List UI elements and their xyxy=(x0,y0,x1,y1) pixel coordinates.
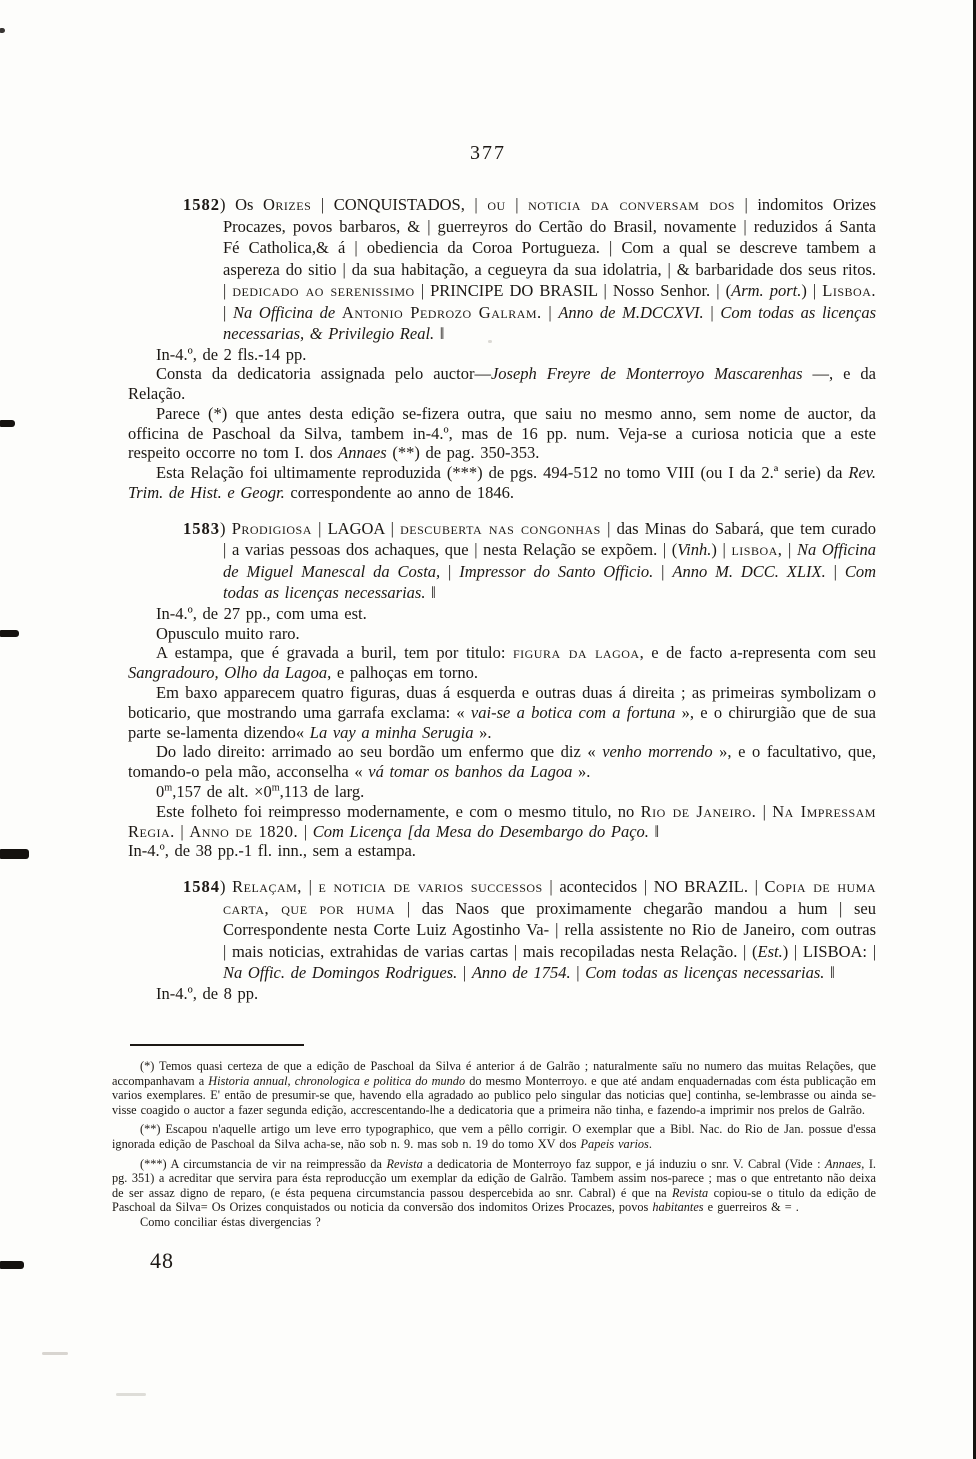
text-run: , e palhoças em torno. xyxy=(327,663,478,683)
text-run: vá tomar os banhos da Lagoa xyxy=(368,762,573,782)
paragraph-este-folheto xyxy=(128,802,876,842)
text-run: m xyxy=(271,782,280,794)
text-run: | xyxy=(756,801,773,821)
text-run: Arm. port. xyxy=(731,281,802,300)
text-run: Est. xyxy=(757,941,783,961)
text-run: Anno de 1820. xyxy=(189,821,299,841)
text-run: | das Naos que proximamente chegarão mandou a hum | seu Correspondente nesta Corte Luiz Agostinho Va- | rella assistente no Rio de Janeiro, com outras | mais noticias, extrahidas de varias cartas | mais recopiladas nesta Relação. | ( xyxy=(223,898,876,961)
text-run: , e de facto a-representa com seu xyxy=(639,643,877,663)
text-run: m xyxy=(164,782,173,794)
ink-mark xyxy=(0,420,15,427)
text-run: ou xyxy=(487,195,506,214)
text-run: ) Os xyxy=(220,195,263,214)
text-run: Parece (*) que antes desta edição se-fizera outra, que saiu no mesmo anno, sem nome de auctor, da officina de Paschoal da Silva, tambem in-4.º, mas de 16 pp. num. Veja-se a curiosa noticia que a este respeito occorre no tom I. dos xyxy=(128,403,876,463)
text-run: Relaçam, xyxy=(232,877,302,897)
entry-1584 xyxy=(128,876,876,1003)
text-run: venho morrendo xyxy=(602,742,713,762)
text-run: Impressor do Santo Officio. xyxy=(459,561,654,581)
text-run: copiou-se o titulo da edição de Paschoal da Silva= Os Orizes conquistados ou noticia da conversão dos indomitos Orizes Procazes, povos xyxy=(112,1185,876,1215)
text-run: In-4.º, de 38 pp.-1 fl. inn., sem a estampa. xyxy=(128,841,416,861)
text-run: | xyxy=(298,821,313,841)
text-run: ». xyxy=(572,762,591,782)
text-run: correspondente ao anno de 1846. xyxy=(284,483,515,503)
text-run: Sangradouro, Olho da Lagoa xyxy=(128,663,328,683)
entry-1582-collation xyxy=(128,345,876,365)
text-run: e noticia de varios successos xyxy=(318,877,543,897)
text-run: Anno M. DCC. XLIX. xyxy=(672,561,826,581)
text-run: Como conciliar éstas divergencias ? xyxy=(140,1214,321,1229)
text-run: Com todas as licenças necessarias. xyxy=(223,561,876,603)
text-run: Prodigiosa xyxy=(231,518,312,538)
text-run: Revista xyxy=(386,1156,423,1171)
text-run: ‖ xyxy=(648,821,660,841)
ink-mark xyxy=(0,849,29,859)
signature-mark: 48 xyxy=(150,1247,174,1273)
text-run: Com Licença [da Mesa do Desembargo do Paço. xyxy=(312,821,649,841)
text-run: | xyxy=(457,963,472,983)
text-run: ) | xyxy=(801,281,823,300)
text-run: Em baxo apparecem quatro figuras, duas á esquerda e outras duas á direita ; as primeiras symbolizam o boticario, que mostrando uma garrafa exclama: « xyxy=(128,683,876,722)
text-run: | LAGOA | xyxy=(311,518,401,538)
text-run: Do lado direito: arrimado ao seu bordão um enfermo que diz « xyxy=(156,742,603,762)
text-run: Esta Relação foi ultimamente reproduzida (***) de pgs. 494-512 no tomo VIII (ou I da 2.ª serie) da xyxy=(156,463,849,483)
paragraph-folheto-collation xyxy=(128,841,876,861)
text-run: In-4.º, de 8 pp. xyxy=(156,983,259,1003)
footnote-1 xyxy=(112,1059,876,1117)
text-run: ,113 de larg. xyxy=(279,782,365,802)
text-run: dedicado ao serenissimo xyxy=(232,281,415,300)
text-run: | xyxy=(440,561,460,581)
text-run: Na Officina de xyxy=(232,302,342,322)
text-run: —, e da Relação. xyxy=(128,364,876,404)
text-run: Na Officina de Miguel Manescal da Costa, xyxy=(223,540,876,581)
paragraph-consta xyxy=(128,364,876,404)
text-run: ) | xyxy=(711,540,732,560)
text-run: noticia da conversam dos xyxy=(528,195,735,214)
text-run: Annaes xyxy=(338,443,387,463)
entry-1584-collation xyxy=(128,984,876,1004)
text-run: », e o chirurgião que de sua parte se-lamenta dizendo« xyxy=(128,702,876,742)
text-run: (*) Temos quasi certeza de que a edição de Paschoal da Silva é anterior á de Galrão ; naturalmente saïu no numero das muitas Relações, que accompanhavam a xyxy=(112,1059,876,1088)
paragraph-do-lado xyxy=(128,742,876,782)
footnote-3 xyxy=(112,1157,876,1215)
text-run: figura da lagoa xyxy=(512,643,640,663)
text-run: | xyxy=(541,302,559,322)
entry-1583-collation xyxy=(128,604,876,624)
text-run: | xyxy=(782,540,797,560)
text-run: Opusculo muito raro. xyxy=(156,623,300,643)
text-run: Revista xyxy=(672,1185,709,1200)
text-run: Papeis varios xyxy=(580,1136,649,1151)
text-run: | PRINCIPE DO BRASIL | Nosso Senhor. | ( xyxy=(414,281,732,300)
text-run: | xyxy=(223,302,233,322)
text-run: . xyxy=(648,1136,652,1151)
text-run: Lisboa. xyxy=(822,281,876,300)
text-block xyxy=(128,194,876,1004)
footnote-2 xyxy=(112,1122,876,1151)
paragraph-parece xyxy=(128,404,876,463)
text-run: (***) A circumstancia de vir na reimpressão da xyxy=(140,1156,387,1171)
entry-1583 xyxy=(128,518,876,861)
text-run: | xyxy=(505,195,529,214)
text-run: | xyxy=(174,821,190,841)
text-run: Com todas as licenças necessarias. xyxy=(585,963,825,983)
text-run: Historia annual, chronologica e politica do mundo xyxy=(208,1073,466,1088)
text-run: | xyxy=(301,877,319,897)
text-run: Na Offic. de Domingos Rodrigues. xyxy=(223,963,458,983)
text-run: a dedicatoria de Monterroyo faz suppor, e já induziu o snr. V. Cabral (Vide : xyxy=(422,1156,826,1171)
text-run: Joseph Freyre de Monterroyo Mascarenhas xyxy=(490,364,803,384)
text-run: In-4.º, de 2 fls.-14 pp. xyxy=(156,344,307,364)
text-run: Vinh. xyxy=(677,540,712,560)
text-run: ) xyxy=(220,877,233,897)
text-run: In-4.º, de 27 pp., com uma est. xyxy=(156,603,367,623)
text-run: do mesmo Monterroyo. e que até andam enquadernadas com ésta publicação em varios exemplares. E' então de presumir-se que, havendo ella agradado ao publico pelo singular das noticias que] continha, se-lembrasse ou ainda se-visse coagido o auctor a fazer segunda edição, accrescentando-lhe a dedicatoria que a primeira não tinha, e fazendo-a imprimir nos prelos de Galrão. xyxy=(112,1073,876,1117)
text-run: Copia de huma carta, que por huma xyxy=(223,877,876,918)
text-run: Rio de Janeiro. xyxy=(640,801,757,821)
text-run: Anno de 1754. xyxy=(471,963,571,983)
entry-1582-title xyxy=(128,194,876,345)
text-run: vai-se a botica com a fortuna xyxy=(470,702,676,722)
text-run: (**) Escapou n'aquelle artigo um leve erro typographico, que vem a pêllo corrigir. O exemplar que a Bibl. Nac. do Rio de Jan. possue d'essa ignorada edição de Paschoal da Silva acha-se, não sob n. 9. mas sob n. 19 do tomo XV dos xyxy=(112,1122,876,1151)
text-run: descuberta nas congonhas xyxy=(400,518,601,538)
text-run: 1582 xyxy=(183,195,220,214)
text-run: A estampa, que é gravada a buril, tem por titulo: xyxy=(156,643,513,663)
text-run: Consta da dedicatoria assignada pelo auctor— xyxy=(156,364,491,384)
text-run: Annaes xyxy=(825,1156,862,1171)
paragraph-esta-relacao xyxy=(128,463,876,503)
text-run: ) | LISBOA: | xyxy=(782,941,876,961)
text-run: Na Impressam Regia. xyxy=(128,801,876,841)
page-number: 377 xyxy=(470,142,506,164)
text-run: ,157 de alt. ×0 xyxy=(172,782,272,802)
footnote-question xyxy=(112,1215,876,1230)
text-run: Antonio Pedrozo Galram. xyxy=(341,302,542,322)
text-run: La vay a minha Serugia xyxy=(309,722,474,742)
text-run: , I. pg. 351) a acreditar que servira para ésta reproducção um exemplar da edição de Galrão. Tambem assim nos-parece ; mas o que entretanto não deixa de ser assaz digno de reparo, (e ésta pequena circumstancia passou despercebida ao snr. Cabral) é que na xyxy=(112,1156,876,1200)
text-run: Anno de M.DCCXVI. xyxy=(558,302,704,322)
paragraph-em-baxo xyxy=(128,683,876,742)
text-run: Orizes xyxy=(263,195,312,214)
text-run: Rev. Trim. de Hist. e Geogr. xyxy=(128,463,876,503)
text-run: e guerreiros & = . xyxy=(703,1200,799,1215)
paragraph-estampa xyxy=(128,643,876,683)
text-run: ‖ xyxy=(425,583,436,603)
text-run: | xyxy=(825,561,845,581)
text-run: lisboa, xyxy=(731,540,783,560)
text-run: 1583 xyxy=(183,518,220,538)
text-run: | das Minas do Sabará, que tem curado | a varias pessoas dos achaques, que | nesta Relação se expõem. | ( xyxy=(223,518,876,560)
text-run: ‖ xyxy=(434,324,445,343)
text-run: (**) de pag. 350-353. xyxy=(386,443,540,463)
text-run: | acontecidos | NO BRAZIL. | xyxy=(542,877,765,897)
scan-smudge xyxy=(42,1352,68,1355)
footnote-separator xyxy=(130,1044,304,1046)
paragraph-dimensions xyxy=(128,782,876,802)
text-run: habitantes xyxy=(652,1200,704,1215)
footnote-area xyxy=(0,1044,976,1274)
text-run: | xyxy=(703,302,721,322)
ink-mark xyxy=(0,630,19,637)
ink-mark xyxy=(0,28,5,33)
text-run: | CONQUISTADOS, | xyxy=(311,195,488,214)
entry-1584-title xyxy=(128,876,876,984)
text-run: Com todas as licenças necessarias, & Privilegio Real. xyxy=(223,302,877,343)
entry-1583-title xyxy=(128,518,876,604)
paragraph-opusculo xyxy=(128,624,876,644)
text-run: », e o facultativo, que, tomando-o pela mão, acconselha « xyxy=(128,742,876,782)
text-run: ) xyxy=(220,518,232,538)
scan-smudge xyxy=(116,1393,146,1396)
text-run: | indomitos Orizes Procazes, povos barbaros, & | guerreyros do Certão do Brasil, novamente | reduzidos á Santa Fé Catholica,& á | obediencia da Coroa Portugueza. | Com a qual se descreve tambem a aspereza do sitio | da sua habitação, a cegueyra da sua idolatria, | & barbaridade dos seus ritos. | xyxy=(223,195,876,300)
text-run: 0 xyxy=(156,782,165,802)
text-run: 1584 xyxy=(183,877,220,897)
footnotes xyxy=(112,1059,876,1230)
text-run: ». xyxy=(473,722,492,742)
text-run: | xyxy=(653,561,673,581)
entry-1582 xyxy=(128,194,876,503)
text-run: | xyxy=(570,963,586,983)
text-run: ‖ xyxy=(824,963,835,983)
text-run: Este folheto foi reimpresso modernamente, e com o mesmo titulo, no xyxy=(156,801,641,821)
